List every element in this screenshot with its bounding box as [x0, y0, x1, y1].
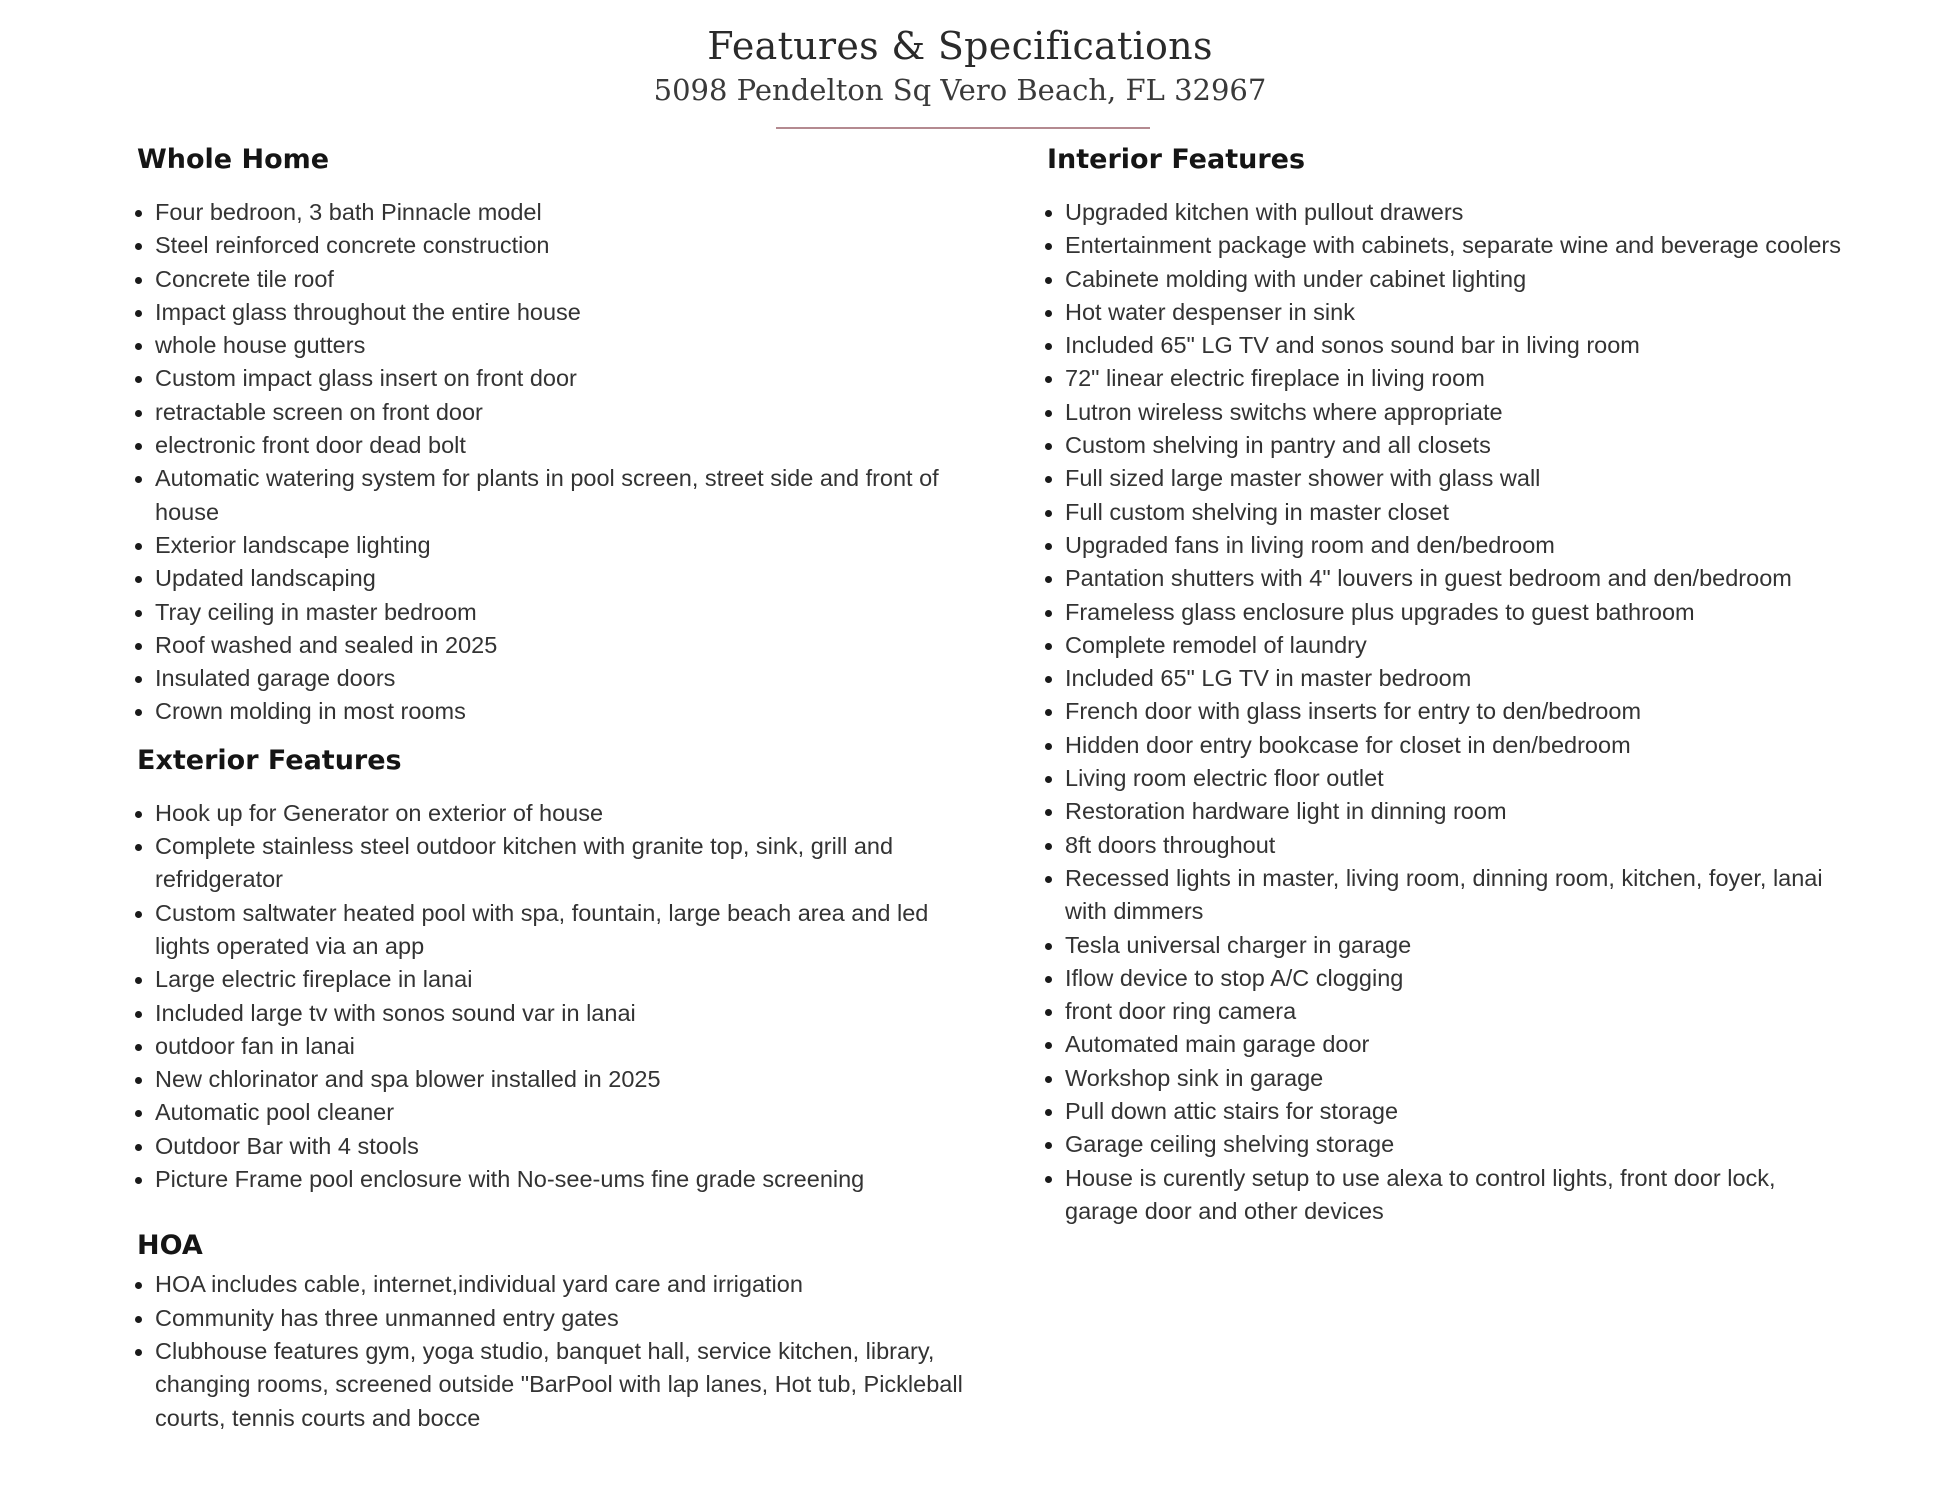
- list-item: 72" linear electric fireplace in living room: [1065, 362, 1847, 395]
- list-item: Upgraded fans in living room and den/bedroom: [1065, 529, 1847, 562]
- right-column: [1047, 138, 1847, 1228]
- list-item: Hot water despenser in sink: [1065, 296, 1847, 329]
- list-item: Hook up for Generator on exterior of house: [155, 797, 977, 830]
- list-item: Workshop sink in garage: [1065, 1062, 1847, 1095]
- list-item: Complete remodel of laundry: [1065, 629, 1847, 662]
- list-item: Large electric fireplace in lanai: [155, 963, 977, 996]
- document-header: [0, 22, 1920, 110]
- list-item: retractable screen on front door: [155, 396, 977, 429]
- left-column: [137, 138, 977, 1435]
- list-item: Upgraded kitchen with pullout drawers: [1065, 196, 1847, 229]
- list-item: Updated landscaping: [155, 562, 977, 595]
- list-item: Restoration hardware light in dinning room: [1065, 795, 1847, 828]
- list-item: front door ring camera: [1065, 995, 1847, 1028]
- list-item: Community has three unmanned entry gates: [155, 1302, 977, 1335]
- exterior-features-list: [137, 797, 977, 1197]
- whole-home-heading: Whole Home: [137, 144, 330, 175]
- list-item: Pantation shutters with 4" louvers in guest bedroom and den/bedroom: [1065, 562, 1847, 595]
- hoa-section: [137, 1224, 977, 1434]
- list-item: Tray ceiling in master bedroom: [155, 596, 977, 629]
- list-item: whole house gutters: [155, 329, 977, 362]
- whole-home-section: [137, 138, 977, 729]
- list-item: Custom shelving in pantry and all closets: [1065, 429, 1847, 462]
- hoa-list: [137, 1268, 977, 1434]
- list-item: Custom saltwater heated pool with spa, fountain, large beach area and led lights operated via an app: [155, 897, 977, 964]
- list-item: Iflow device to stop A/C clogging: [1065, 962, 1847, 995]
- list-item: Complete stainless steel outdoor kitchen with granite top, sink, grill and refridgerator: [155, 830, 977, 897]
- property-address: 5098 Pendelton Sq Vero Beach, FL 32967: [653, 73, 1267, 107]
- page-title: Features & Specifications: [707, 24, 1213, 68]
- list-item: Impact glass throughout the entire house: [155, 296, 977, 329]
- list-item: electronic front door dead bolt: [155, 429, 977, 462]
- list-item: Full custom shelving in master closet: [1065, 496, 1847, 529]
- list-item: French door with glass inserts for entry to den/bedroom: [1065, 695, 1847, 728]
- list-item: New chlorinator and spa blower installed in 2025: [155, 1063, 977, 1096]
- list-item: Included large tv with sonos sound var in lanai: [155, 997, 977, 1030]
- interior-features-list: [1047, 196, 1847, 1228]
- list-item: Entertainment package with cabinets, separate wine and beverage coolers: [1065, 229, 1847, 262]
- list-item: Living room electric floor outlet: [1065, 762, 1847, 795]
- whole-home-list: [137, 196, 977, 729]
- list-item: Picture Frame pool enclosure with No-see-ums fine grade screening: [155, 1163, 977, 1196]
- list-item: HOA includes cable, internet,individual yard care and irrigation: [155, 1268, 977, 1301]
- list-item: Pull down attic stairs for storage: [1065, 1095, 1847, 1128]
- list-item: Crown molding in most rooms: [155, 695, 977, 728]
- list-item: Frameless glass enclosure plus upgrades to guest bathroom: [1065, 596, 1847, 629]
- interior-features-heading: Interior Features: [1047, 144, 1306, 175]
- list-item: Automated main garage door: [1065, 1028, 1847, 1061]
- list-item: Steel reinforced concrete construction: [155, 229, 977, 262]
- list-item: Automatic pool cleaner: [155, 1096, 977, 1129]
- list-item: Exterior landscape lighting: [155, 529, 977, 562]
- list-item: Four bedroon, 3 bath Pinnacle model: [155, 196, 977, 229]
- list-item: Custom impact glass insert on front door: [155, 362, 977, 395]
- list-item: Outdoor Bar with 4 stools: [155, 1130, 977, 1163]
- exterior-features-heading: Exterior Features: [137, 744, 402, 776]
- list-item: Automatic watering system for plants in pool screen, street side and front of house: [155, 462, 977, 529]
- list-item: Clubhouse features gym, yoga studio, banquet hall, service kitchen, library, changing rooms, screened outside "BarPool with lap lanes, Hot tub, Pickleball courts, tennis courts and bocce: [155, 1335, 977, 1435]
- list-item: Included 65" LG TV and sonos sound bar in living room: [1065, 329, 1847, 362]
- list-item: Concrete tile roof: [155, 263, 977, 296]
- list-item: outdoor fan in lanai: [155, 1030, 977, 1063]
- list-item: Garage ceiling shelving storage: [1065, 1128, 1847, 1161]
- list-item: Lutron wireless switchs where appropriate: [1065, 396, 1847, 429]
- list-item: Roof washed and sealed in 2025: [155, 629, 977, 662]
- hoa-heading: HOA: [137, 1230, 203, 1262]
- list-item: House is curently setup to use alexa to control lights, front door lock, garage door and other devices: [1065, 1162, 1847, 1229]
- list-item: 8ft doors throughout: [1065, 829, 1847, 862]
- header-divider: [776, 127, 1150, 129]
- exterior-features-section: [137, 739, 977, 1197]
- interior-features-section: [1047, 138, 1847, 1228]
- list-item: Hidden door entry bookcase for closet in den/bedroom: [1065, 729, 1847, 762]
- list-item: Cabinete molding with under cabinet lighting: [1065, 263, 1847, 296]
- list-item: Recessed lights in master, living room, dinning room, kitchen, foyer, lanai with dimmers: [1065, 862, 1847, 929]
- list-item: Insulated garage doors: [155, 662, 977, 695]
- list-item: Included 65" LG TV in master bedroom: [1065, 662, 1847, 695]
- list-item: Full sized large master shower with glass wall: [1065, 462, 1847, 495]
- list-item: Tesla universal charger in garage: [1065, 929, 1847, 962]
